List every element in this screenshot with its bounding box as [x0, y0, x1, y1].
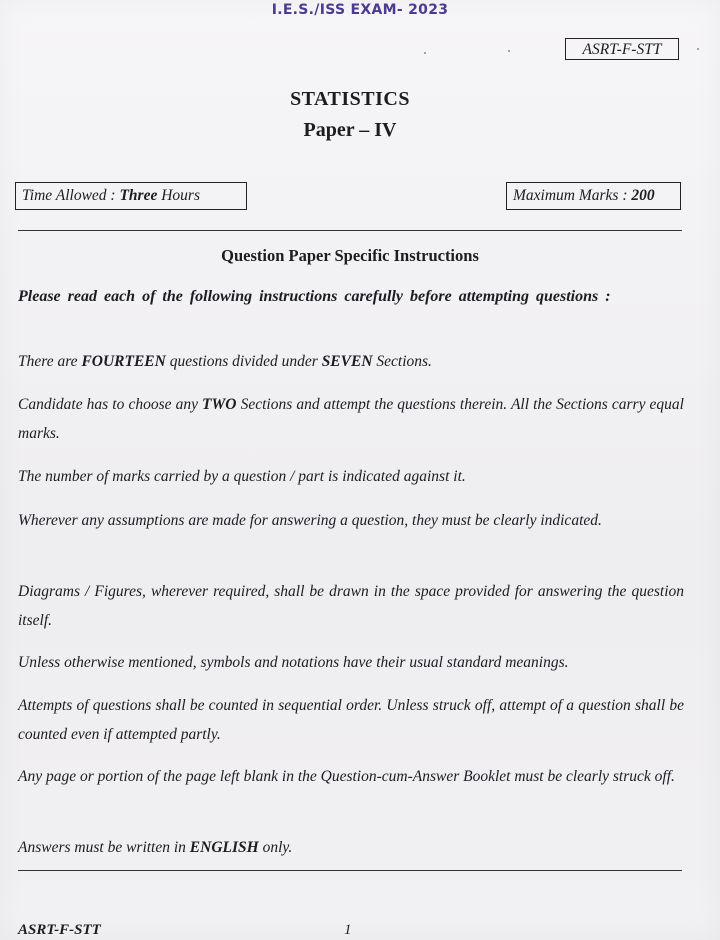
page-number: 1 — [344, 922, 352, 938]
scan-speck — [424, 52, 426, 54]
instruction-text: questions divided under — [165, 353, 322, 370]
exam-watermark: I.E.S./ISS EXAM- 2023 — [271, 2, 449, 18]
paper-title: Paper – IV — [303, 119, 397, 141]
time-unit: Hours — [157, 187, 200, 204]
instructions-lead: Please read each of the following instructions carefully before attempting questions : — [18, 288, 611, 305]
instruction-item — [18, 833, 684, 862]
subject-title: STATISTICS — [290, 88, 410, 110]
instruction-text: Answers must be written in — [18, 839, 190, 856]
divider-bottom — [18, 870, 682, 871]
instruction-text: Sections and attempt the questions therein. All the Sections carry equal marks. — [18, 396, 684, 442]
instruction-item: Diagrams / Figures, wherever required, shall be drawn in the space provided for answering the question itself. — [18, 583, 684, 629]
instruction-item — [18, 347, 684, 376]
instruction-item: Any page or portion of the page left blank in the Question-cum-Answer Booklet must be clearly struck off. — [18, 768, 675, 785]
scan-speck — [697, 48, 699, 50]
scan-speck — [508, 50, 510, 52]
maximum-marks-box — [506, 182, 681, 210]
instruction-item: Attempts of questions shall be counted in sequential order. Unless struck off, attempt of a question shall be counted even if attempted partly. — [18, 697, 684, 743]
instruction-emphasis: SEVEN — [321, 353, 373, 370]
instruction-emphasis: FOURTEEN — [81, 353, 166, 370]
instruction-text: Sections. — [372, 353, 432, 370]
instruction-item: Wherever any assumptions are made for answering a question, they must be clearly indicated. — [18, 512, 602, 529]
marks-label: Maximum Marks : — [513, 187, 632, 204]
instruction-text: There are — [18, 353, 82, 370]
instruction-text: Candidate has to choose any — [18, 396, 203, 413]
instruction-emphasis: ENGLISH — [189, 839, 259, 856]
marks-value: 200 — [631, 187, 655, 204]
instructions-heading: Question Paper Specific Instructions — [221, 246, 479, 265]
instruction-text: only. — [258, 839, 293, 856]
time-value: Three — [119, 187, 158, 204]
footer-paper-code: ASRT-F-STT — [18, 922, 101, 938]
divider-top — [18, 230, 682, 231]
paper-code-box: ASRT-F-STT — [565, 38, 679, 60]
time-label: Time Allowed : — [22, 187, 120, 204]
time-allowed-box — [15, 182, 247, 210]
instruction-item: Unless otherwise mentioned, symbols and notations have their usual standard meanings. — [18, 654, 569, 671]
instruction-item — [18, 390, 684, 448]
instruction-item: The number of marks carried by a question / part is indicated against it. — [18, 468, 466, 485]
instruction-emphasis: TWO — [202, 396, 237, 413]
